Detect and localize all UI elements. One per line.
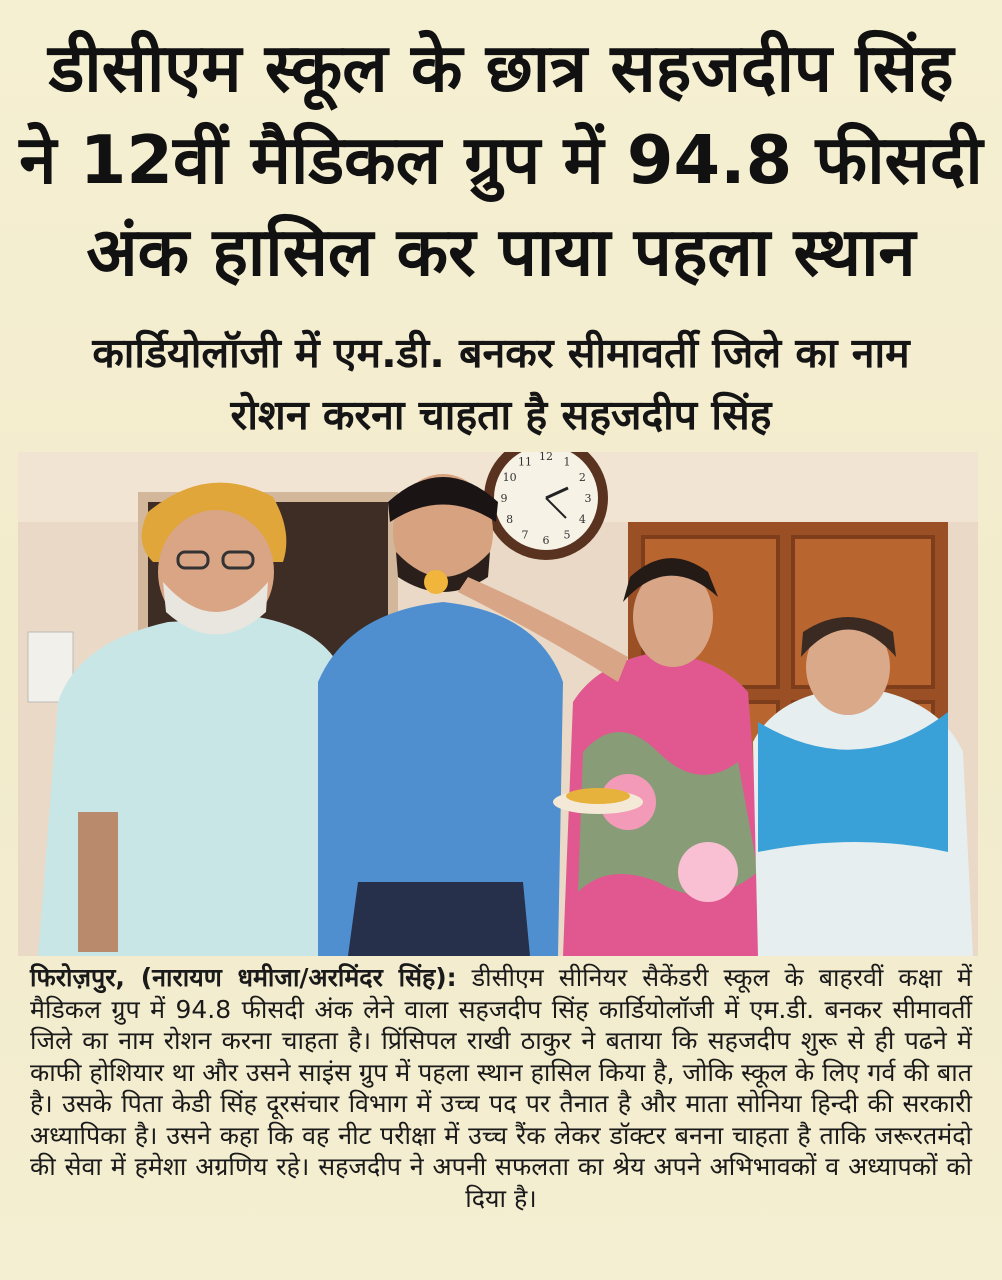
dateline: फिरोज़पुर, (नारायण धमीजा/अरमिंदर सिंह): [30,963,457,992]
clock-numeral: 4 [578,513,586,526]
headline-line-3: अंक हासिल कर पाया पहला स्थान [86,213,916,291]
clock-numeral: 7 [521,528,529,542]
article-body [30,962,972,1214]
subheadline-line-1: कार्डियोलॉजी में एम.डी. बनकर सीमावर्ती जिले का नाम [92,329,910,377]
clock-numeral: 11 [518,455,532,469]
clock-numeral: 10 [502,471,517,484]
clock-numeral: 2 [578,471,586,484]
subheadline-line-2: रोशन करना चाहता है सहजदीप सिंह [230,391,772,439]
clock-numeral: 1 [563,455,571,469]
photo-illustration [18,452,978,956]
news-photo [18,452,978,956]
headline-line-2: ने 12वीं मैडिकल ग्रुप में 94.8 फीसदी [19,121,983,199]
body-paragraph: डीसीएम सीनियर सैकेंडरी स्कूल के बाहरवीं कक्षा में मैडिकल ग्रुप में 94.8 फीसदी अंक लेने वाला सहजदीप सिंह कार्डियोलॉजी में एम.डी. बनकर सीमावर्ती जिले का नाम रोशन करना चाहता है। प्रिंसिपल राखी ठाकुर ने बताया कि सहजदीप शुरू से ही पढने में काफी होशियार था और उसने साइंस ग्रुप में पहला स्थान हासिल किया है, जोकि स्कूल के लिए गर्व की बात है। उसके पिता केडी सिंह दूरसंचार विभाग में उच्च पद पर तैनात है और माता सोनिया हिन्दी की सरकारी अध्यापिका है। उसने कहा कि वह नीट परीक्षा में उच्च रैंक लेकर डॉक्टर बनना चाहता है ताकि जरूरतमंदो की सेवा में हमेशा अग्रणिय रहे। सहजदीप ने अपनी सफलता का श्रेय अपने अभिभावकों व अध्यापकों को दिया है। [30,963,972,1213]
clock-numeral: 12 [539,452,553,463]
clock-numeral: 8 [506,513,514,526]
headline-line-1: डीसीएम स्कूल के छात्र सहजदीप सिंह [48,29,954,107]
clock-numeral: 6 [542,534,550,547]
clock-numeral: 9 [500,492,508,505]
clock-numeral: 5 [563,528,571,542]
clock-numeral: 3 [584,492,592,505]
